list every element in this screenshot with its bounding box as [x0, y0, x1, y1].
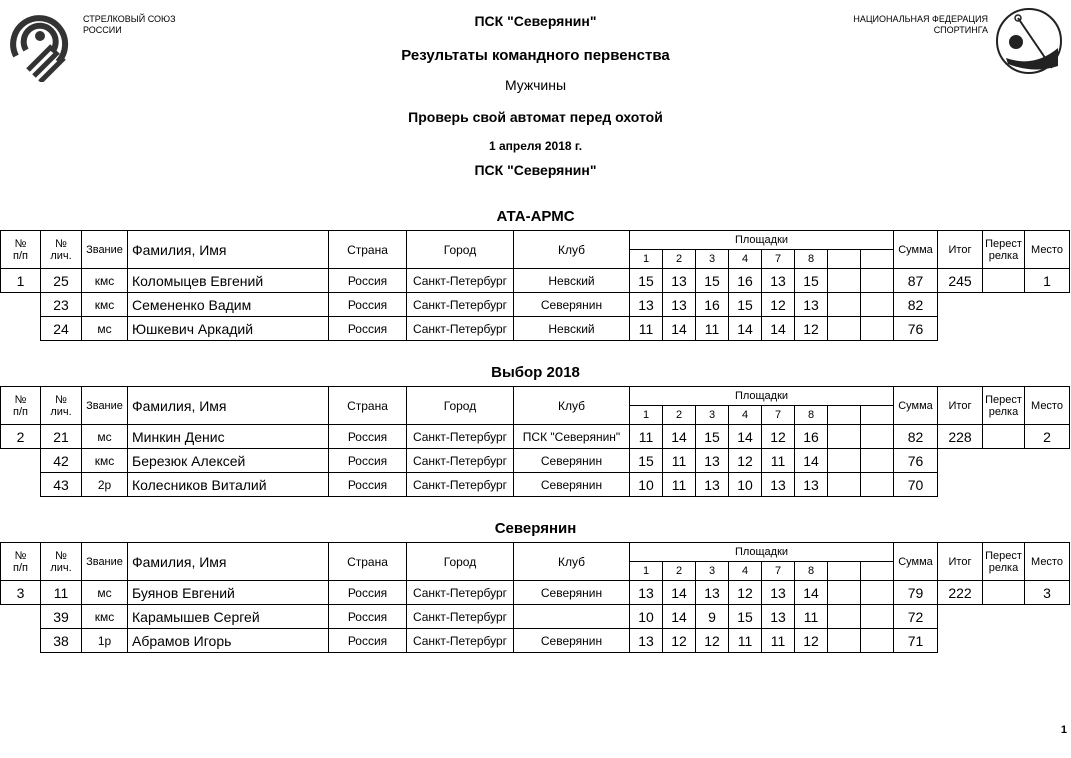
col-total: Итог — [938, 387, 983, 425]
member-row — [1, 473, 1070, 497]
col-shootoff-line2: релка — [988, 561, 1019, 574]
member-row — [1, 425, 1070, 449]
range-score: 15 — [630, 449, 663, 473]
license-number: 24 — [41, 317, 82, 341]
range-score: 15 — [696, 425, 729, 449]
range-number: 2 — [663, 250, 696, 269]
event-name: Проверь свой автомат перед охотой — [408, 109, 663, 125]
country: Россия — [329, 317, 407, 341]
col-name: Фамилия, Имя — [128, 387, 329, 425]
range-score: 13 — [762, 581, 795, 605]
range-number — [828, 406, 861, 425]
range-score: 14 — [762, 317, 795, 341]
team-shootoff — [983, 425, 1025, 449]
range-number: 1 — [630, 406, 663, 425]
range-score: 14 — [795, 449, 828, 473]
empty-cell — [1025, 473, 1070, 497]
license-number: 42 — [41, 449, 82, 473]
range-score: 15 — [795, 269, 828, 293]
empty-cell — [983, 629, 1025, 653]
range-number: 3 — [696, 562, 729, 581]
col-pp-line2: п/п — [13, 405, 28, 418]
team-total: 222 — [938, 581, 983, 605]
empty-cell — [1025, 449, 1070, 473]
city: Санкт-Петербург — [407, 449, 514, 473]
range-number: 4 — [729, 406, 762, 425]
range-score: 13 — [696, 473, 729, 497]
rank: мс — [82, 581, 128, 605]
col-shootoff — [983, 231, 1025, 269]
empty-cell — [938, 629, 983, 653]
range-score — [861, 293, 894, 317]
range-number: 2 — [663, 406, 696, 425]
col-lic-line1: № — [55, 237, 67, 250]
range-score: 10 — [630, 605, 663, 629]
range-score: 13 — [696, 581, 729, 605]
empty-cell — [1, 473, 41, 497]
col-lic — [41, 543, 82, 581]
empty-cell — [1025, 605, 1070, 629]
team-results-table — [0, 542, 1070, 653]
range-score: 12 — [729, 581, 762, 605]
license-number: 23 — [41, 293, 82, 317]
empty-cell — [983, 293, 1025, 317]
range-number — [861, 562, 894, 581]
col-shootoff-line2: релка — [988, 249, 1019, 262]
score-sum: 79 — [894, 581, 938, 605]
member-row — [1, 449, 1070, 473]
athlete-name: Абрамов Игорь — [128, 629, 329, 653]
col-pp — [1, 387, 41, 425]
team-results-table — [0, 230, 1070, 341]
col-country: Страна — [329, 543, 407, 581]
col-country: Страна — [329, 387, 407, 425]
club: ПСК "Северянин" — [514, 425, 630, 449]
country: Россия — [329, 269, 407, 293]
col-lic-line1: № — [55, 549, 67, 562]
col-pp — [1, 543, 41, 581]
empty-cell — [983, 473, 1025, 497]
range-score: 12 — [696, 629, 729, 653]
col-shootoff — [983, 387, 1025, 425]
member-row — [1, 605, 1070, 629]
range-score: 13 — [630, 581, 663, 605]
athlete-name: Коломыцев Евгений — [128, 269, 329, 293]
range-score: 15 — [729, 605, 762, 629]
score-sum: 87 — [894, 269, 938, 293]
range-score: 13 — [630, 629, 663, 653]
team-name: Выбор 2018 — [491, 364, 580, 381]
page-number: 1 — [1060, 724, 1067, 736]
member-row — [1, 317, 1070, 341]
range-score: 11 — [762, 629, 795, 653]
org-right-line2: СПОРТИНГА — [933, 25, 988, 35]
venue-name: ПСК "Северянин" — [474, 162, 597, 178]
empty-cell — [1025, 317, 1070, 341]
city: Санкт-Петербург — [407, 605, 514, 629]
range-score: 16 — [696, 293, 729, 317]
rank: мс — [82, 317, 128, 341]
club-heading: ПСК "Северянин" — [474, 13, 597, 29]
range-score: 11 — [762, 449, 795, 473]
col-shootoff-line2: релка — [988, 405, 1019, 418]
range-number: 8 — [795, 250, 828, 269]
member-row — [1, 581, 1070, 605]
range-score: 12 — [762, 293, 795, 317]
team-shootoff — [983, 269, 1025, 293]
range-score: 13 — [696, 449, 729, 473]
range-score: 11 — [795, 605, 828, 629]
col-ranges: Площадки — [630, 543, 894, 562]
range-score: 13 — [762, 605, 795, 629]
range-score: 15 — [696, 269, 729, 293]
rank: кмс — [82, 269, 128, 293]
range-number — [861, 250, 894, 269]
col-club: Клуб — [514, 543, 630, 581]
range-score — [828, 449, 861, 473]
country: Россия — [329, 473, 407, 497]
col-lic — [41, 387, 82, 425]
range-score: 14 — [663, 581, 696, 605]
empty-cell — [1, 293, 41, 317]
range-number: 7 — [762, 406, 795, 425]
col-lic-line2: лич. — [50, 405, 72, 418]
club: Северянин — [514, 581, 630, 605]
range-number: 8 — [795, 562, 828, 581]
col-lic-line2: лич. — [50, 561, 72, 574]
country: Россия — [329, 581, 407, 605]
team-pp: 2 — [1, 425, 41, 449]
license-number: 21 — [41, 425, 82, 449]
rank: кмс — [82, 293, 128, 317]
team-place: 3 — [1025, 581, 1070, 605]
range-score: 11 — [663, 449, 696, 473]
empty-cell — [938, 317, 983, 341]
range-score: 13 — [795, 473, 828, 497]
range-score — [828, 293, 861, 317]
range-number: 1 — [630, 562, 663, 581]
range-number: 4 — [729, 562, 762, 581]
range-score — [828, 605, 861, 629]
team-total: 228 — [938, 425, 983, 449]
athlete-name: Березюк Алексей — [128, 449, 329, 473]
empty-cell — [1, 449, 41, 473]
city: Санкт-Петербург — [407, 293, 514, 317]
range-score: 12 — [795, 629, 828, 653]
col-lic — [41, 231, 82, 269]
range-score: 14 — [729, 317, 762, 341]
range-score — [828, 317, 861, 341]
athlete-name: Колесников Виталий — [128, 473, 329, 497]
score-sum: 72 — [894, 605, 938, 629]
range-score — [861, 317, 894, 341]
col-city: Город — [407, 543, 514, 581]
team-place: 2 — [1025, 425, 1070, 449]
team-name: Северянин — [494, 520, 577, 537]
col-country: Страна — [329, 231, 407, 269]
col-club: Клуб — [514, 387, 630, 425]
range-score: 9 — [696, 605, 729, 629]
club: Северянин — [514, 473, 630, 497]
club: Северянин — [514, 629, 630, 653]
org-right-line1: НАЦИОНАЛЬНАЯ ФЕДЕРАЦИЯ — [853, 14, 988, 24]
empty-cell — [938, 449, 983, 473]
athlete-name: Карамышев Сергей — [128, 605, 329, 629]
col-pp-line1: № — [14, 393, 27, 406]
org-left-line1: СТРЕЛКОВЫЙ СОЮЗ — [83, 14, 176, 24]
range-score: 11 — [729, 629, 762, 653]
col-pp-line2: п/п — [13, 561, 28, 574]
range-score: 13 — [663, 293, 696, 317]
score-sum: 82 — [894, 293, 938, 317]
range-score — [861, 629, 894, 653]
col-club: Клуб — [514, 231, 630, 269]
empty-cell — [1025, 629, 1070, 653]
col-rank: Звание — [82, 387, 128, 425]
license-number: 38 — [41, 629, 82, 653]
range-score: 14 — [663, 605, 696, 629]
empty-cell — [1025, 293, 1070, 317]
country: Россия — [329, 605, 407, 629]
empty-cell — [938, 293, 983, 317]
range-score: 11 — [696, 317, 729, 341]
col-shootoff — [983, 543, 1025, 581]
country: Россия — [329, 293, 407, 317]
city: Санкт-Петербург — [407, 581, 514, 605]
empty-cell — [1, 317, 41, 341]
athlete-name: Семененко Вадим — [128, 293, 329, 317]
range-score — [828, 581, 861, 605]
event-date: 1 апреля 2018 г. — [488, 139, 583, 153]
col-rank: Звание — [82, 231, 128, 269]
team-results-table — [0, 386, 1070, 497]
rank: кмс — [82, 449, 128, 473]
range-score: 13 — [762, 473, 795, 497]
range-number: 8 — [795, 406, 828, 425]
empty-cell — [983, 317, 1025, 341]
col-place: Место — [1025, 231, 1070, 269]
range-score: 12 — [762, 425, 795, 449]
col-city: Город — [407, 387, 514, 425]
range-number — [861, 406, 894, 425]
range-score: 13 — [762, 269, 795, 293]
team-total: 245 — [938, 269, 983, 293]
col-pp — [1, 231, 41, 269]
empty-cell — [983, 605, 1025, 629]
range-score — [828, 269, 861, 293]
empty-cell — [938, 473, 983, 497]
range-number: 1 — [630, 250, 663, 269]
range-score: 12 — [663, 629, 696, 653]
country: Россия — [329, 425, 407, 449]
score-sum: 70 — [894, 473, 938, 497]
range-score: 12 — [729, 449, 762, 473]
range-score — [828, 425, 861, 449]
country: Россия — [329, 629, 407, 653]
range-score — [861, 449, 894, 473]
city: Санкт-Петербург — [407, 317, 514, 341]
range-score: 14 — [795, 581, 828, 605]
range-score — [861, 473, 894, 497]
empty-cell — [1, 629, 41, 653]
range-score: 10 — [729, 473, 762, 497]
org-left-line2: РОССИИ — [83, 25, 122, 35]
rank: 2р — [82, 473, 128, 497]
range-score: 13 — [630, 293, 663, 317]
athlete-name: Юшкевич Аркадий — [128, 317, 329, 341]
rank: мс — [82, 425, 128, 449]
range-score: 10 — [630, 473, 663, 497]
club: Невский — [514, 317, 630, 341]
range-score: 14 — [729, 425, 762, 449]
country: Россия — [329, 449, 407, 473]
range-score: 15 — [630, 269, 663, 293]
col-pp-line1: № — [14, 549, 27, 562]
category-label: Мужчины — [504, 77, 567, 93]
range-score: 16 — [729, 269, 762, 293]
col-shootoff-line1: Перест — [985, 393, 1022, 406]
col-place: Место — [1025, 387, 1070, 425]
col-ranges: Площадки — [630, 387, 894, 406]
range-score: 11 — [630, 317, 663, 341]
score-sum: 82 — [894, 425, 938, 449]
range-number — [828, 250, 861, 269]
city: Санкт-Петербург — [407, 473, 514, 497]
page-title: Результаты командного первенства — [401, 47, 670, 64]
club: Северянин — [514, 449, 630, 473]
range-number — [828, 562, 861, 581]
score-sum: 71 — [894, 629, 938, 653]
club: Невский — [514, 269, 630, 293]
city: Санкт-Петербург — [407, 425, 514, 449]
member-row — [1, 629, 1070, 653]
license-number: 39 — [41, 605, 82, 629]
range-number: 7 — [762, 250, 795, 269]
city: Санкт-Петербург — [407, 269, 514, 293]
team-name: АТА-АРМС — [496, 208, 575, 225]
range-score: 12 — [795, 317, 828, 341]
team-shootoff — [983, 581, 1025, 605]
col-name: Фамилия, Имя — [128, 231, 329, 269]
range-score — [861, 425, 894, 449]
range-number: 2 — [663, 562, 696, 581]
col-city: Город — [407, 231, 514, 269]
col-total: Итог — [938, 231, 983, 269]
score-sum: 76 — [894, 317, 938, 341]
member-row — [1, 269, 1070, 293]
club — [514, 605, 630, 629]
empty-cell — [1, 605, 41, 629]
col-sum: Сумма — [894, 387, 938, 425]
col-sum: Сумма — [894, 543, 938, 581]
empty-cell — [938, 605, 983, 629]
license-number: 25 — [41, 269, 82, 293]
col-rank: Звание — [82, 543, 128, 581]
col-shootoff-line1: Перест — [985, 237, 1022, 250]
range-number: 7 — [762, 562, 795, 581]
range-score: 16 — [795, 425, 828, 449]
score-sum: 76 — [894, 449, 938, 473]
range-score — [861, 269, 894, 293]
col-pp-line1: № — [14, 237, 27, 250]
team-pp: 1 — [1, 269, 41, 293]
range-score — [828, 629, 861, 653]
team-pp: 3 — [1, 581, 41, 605]
member-row — [1, 293, 1070, 317]
col-lic-line2: лич. — [50, 249, 72, 262]
range-score — [861, 581, 894, 605]
col-pp-line2: п/п — [13, 249, 28, 262]
range-number: 3 — [696, 250, 729, 269]
range-score: 14 — [663, 425, 696, 449]
range-score — [828, 473, 861, 497]
col-total: Итог — [938, 543, 983, 581]
club: Северянин — [514, 293, 630, 317]
range-score: 11 — [630, 425, 663, 449]
range-score: 14 — [663, 317, 696, 341]
team-place: 1 — [1025, 269, 1070, 293]
athlete-name: Буянов Евгений — [128, 581, 329, 605]
license-number: 43 — [41, 473, 82, 497]
col-shootoff-line1: Перест — [985, 549, 1022, 562]
range-number: 4 — [729, 250, 762, 269]
rank: 1р — [82, 629, 128, 653]
athlete-name: Минкин Денис — [128, 425, 329, 449]
range-score: 11 — [663, 473, 696, 497]
license-number: 11 — [41, 581, 82, 605]
col-place: Место — [1025, 543, 1070, 581]
col-sum: Сумма — [894, 231, 938, 269]
range-score: 15 — [729, 293, 762, 317]
empty-cell — [983, 449, 1025, 473]
col-lic-line1: № — [55, 393, 67, 406]
col-ranges: Площадки — [630, 231, 894, 250]
rank: кмс — [82, 605, 128, 629]
col-name: Фамилия, Имя — [128, 543, 329, 581]
city: Санкт-Петербург — [407, 629, 514, 653]
range-score — [861, 605, 894, 629]
range-score: 13 — [663, 269, 696, 293]
range-number: 3 — [696, 406, 729, 425]
range-score: 13 — [795, 293, 828, 317]
